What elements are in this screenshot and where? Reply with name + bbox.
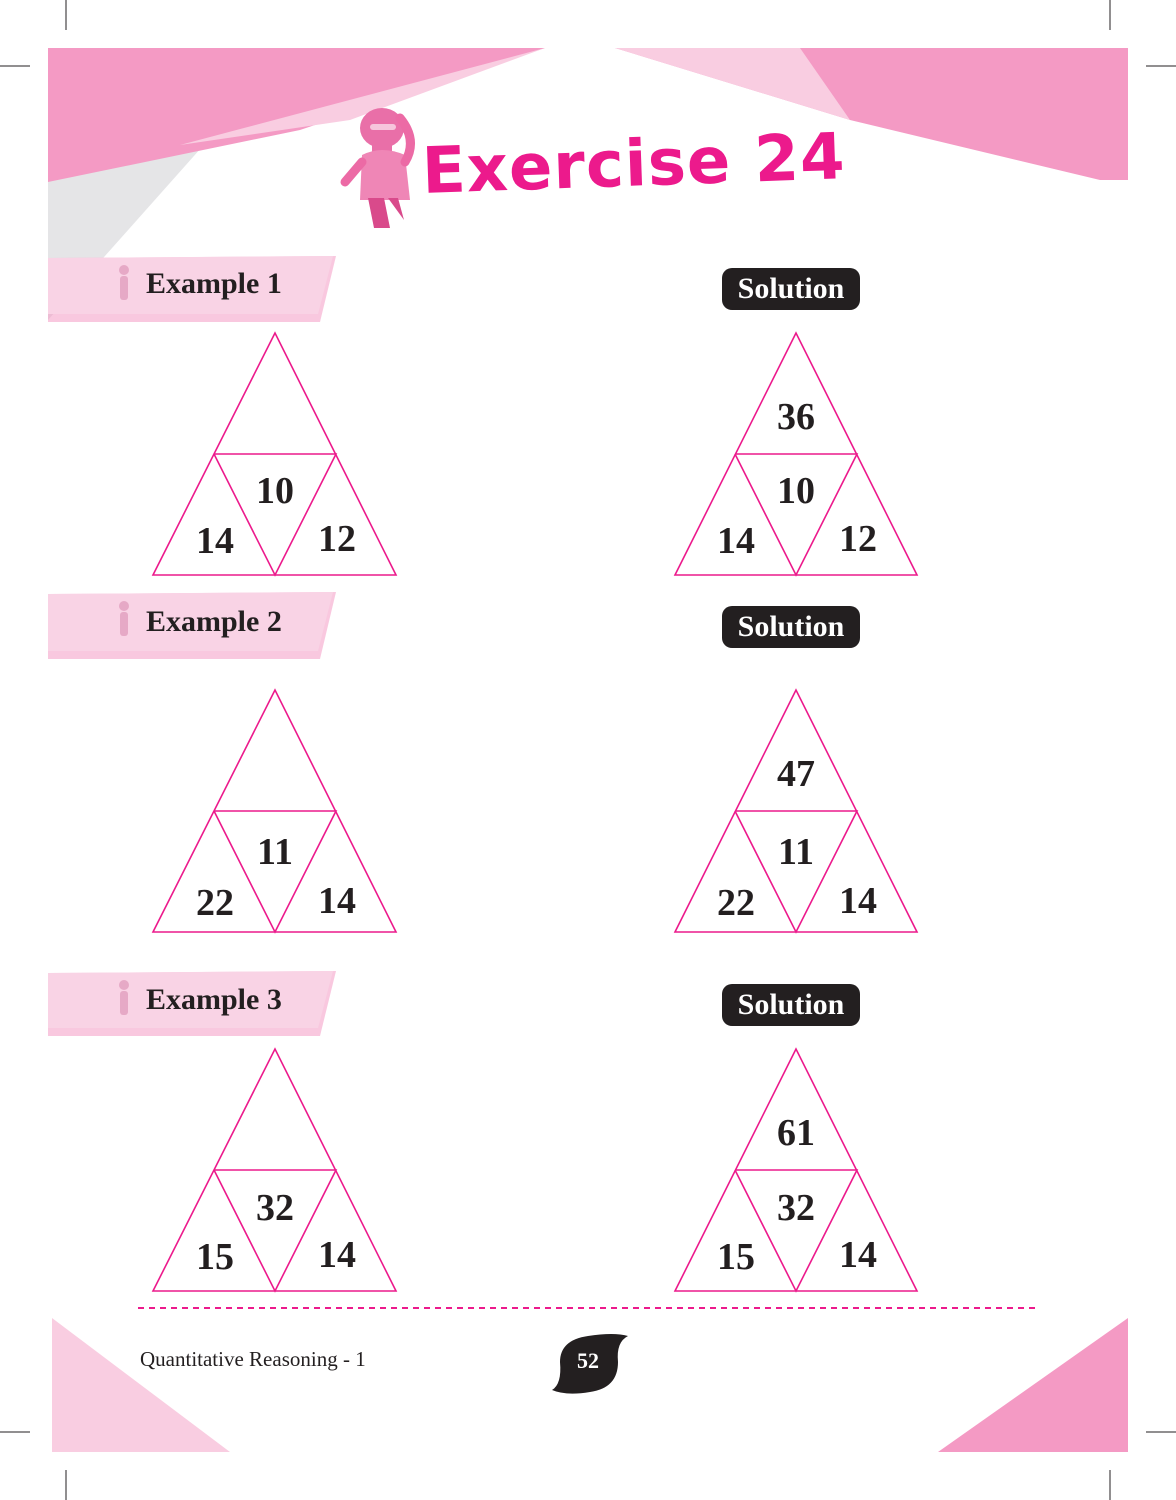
- s3-center-value: 32: [777, 1187, 815, 1229]
- q2-left-value: 22: [196, 882, 234, 924]
- q3-center-value: 32: [256, 1187, 294, 1229]
- s3-top-value: 61: [777, 1112, 815, 1154]
- solution-badge-2: Solution: [722, 606, 860, 648]
- solution-badge-3: Solution: [722, 984, 860, 1026]
- q3-left-value: 15: [196, 1236, 234, 1278]
- s1-left-value: 14: [717, 520, 755, 562]
- s1-right-value: 12: [839, 518, 877, 560]
- s2-left-value: 22: [717, 882, 755, 924]
- example-label-1: Example 1: [146, 267, 282, 300]
- s1-center-value: 10: [777, 470, 815, 512]
- page-title: Exercise 24: [420, 120, 847, 209]
- s3-left-value: 15: [717, 1236, 755, 1278]
- q1-right-value: 12: [318, 518, 356, 560]
- q2-center-value: 11: [257, 831, 293, 873]
- s3-right-value: 14: [839, 1234, 877, 1276]
- page-number: 52: [577, 1348, 599, 1373]
- example-label-2: Example 2: [146, 605, 282, 638]
- q3-right-value: 14: [318, 1234, 356, 1276]
- s1-top-value: 36: [777, 396, 815, 438]
- book-title: Quantitative Reasoning - 1: [140, 1347, 366, 1371]
- q1-center-value: 10: [256, 470, 294, 512]
- s2-center-value: 11: [778, 831, 814, 873]
- solution-badge-1: Solution: [722, 268, 860, 310]
- s2-top-value: 47: [777, 753, 815, 795]
- s2-right-value: 14: [839, 880, 877, 922]
- example-label-3: Example 3: [146, 983, 282, 1016]
- q1-left-value: 14: [196, 520, 234, 562]
- q2-right-value: 14: [318, 880, 356, 922]
